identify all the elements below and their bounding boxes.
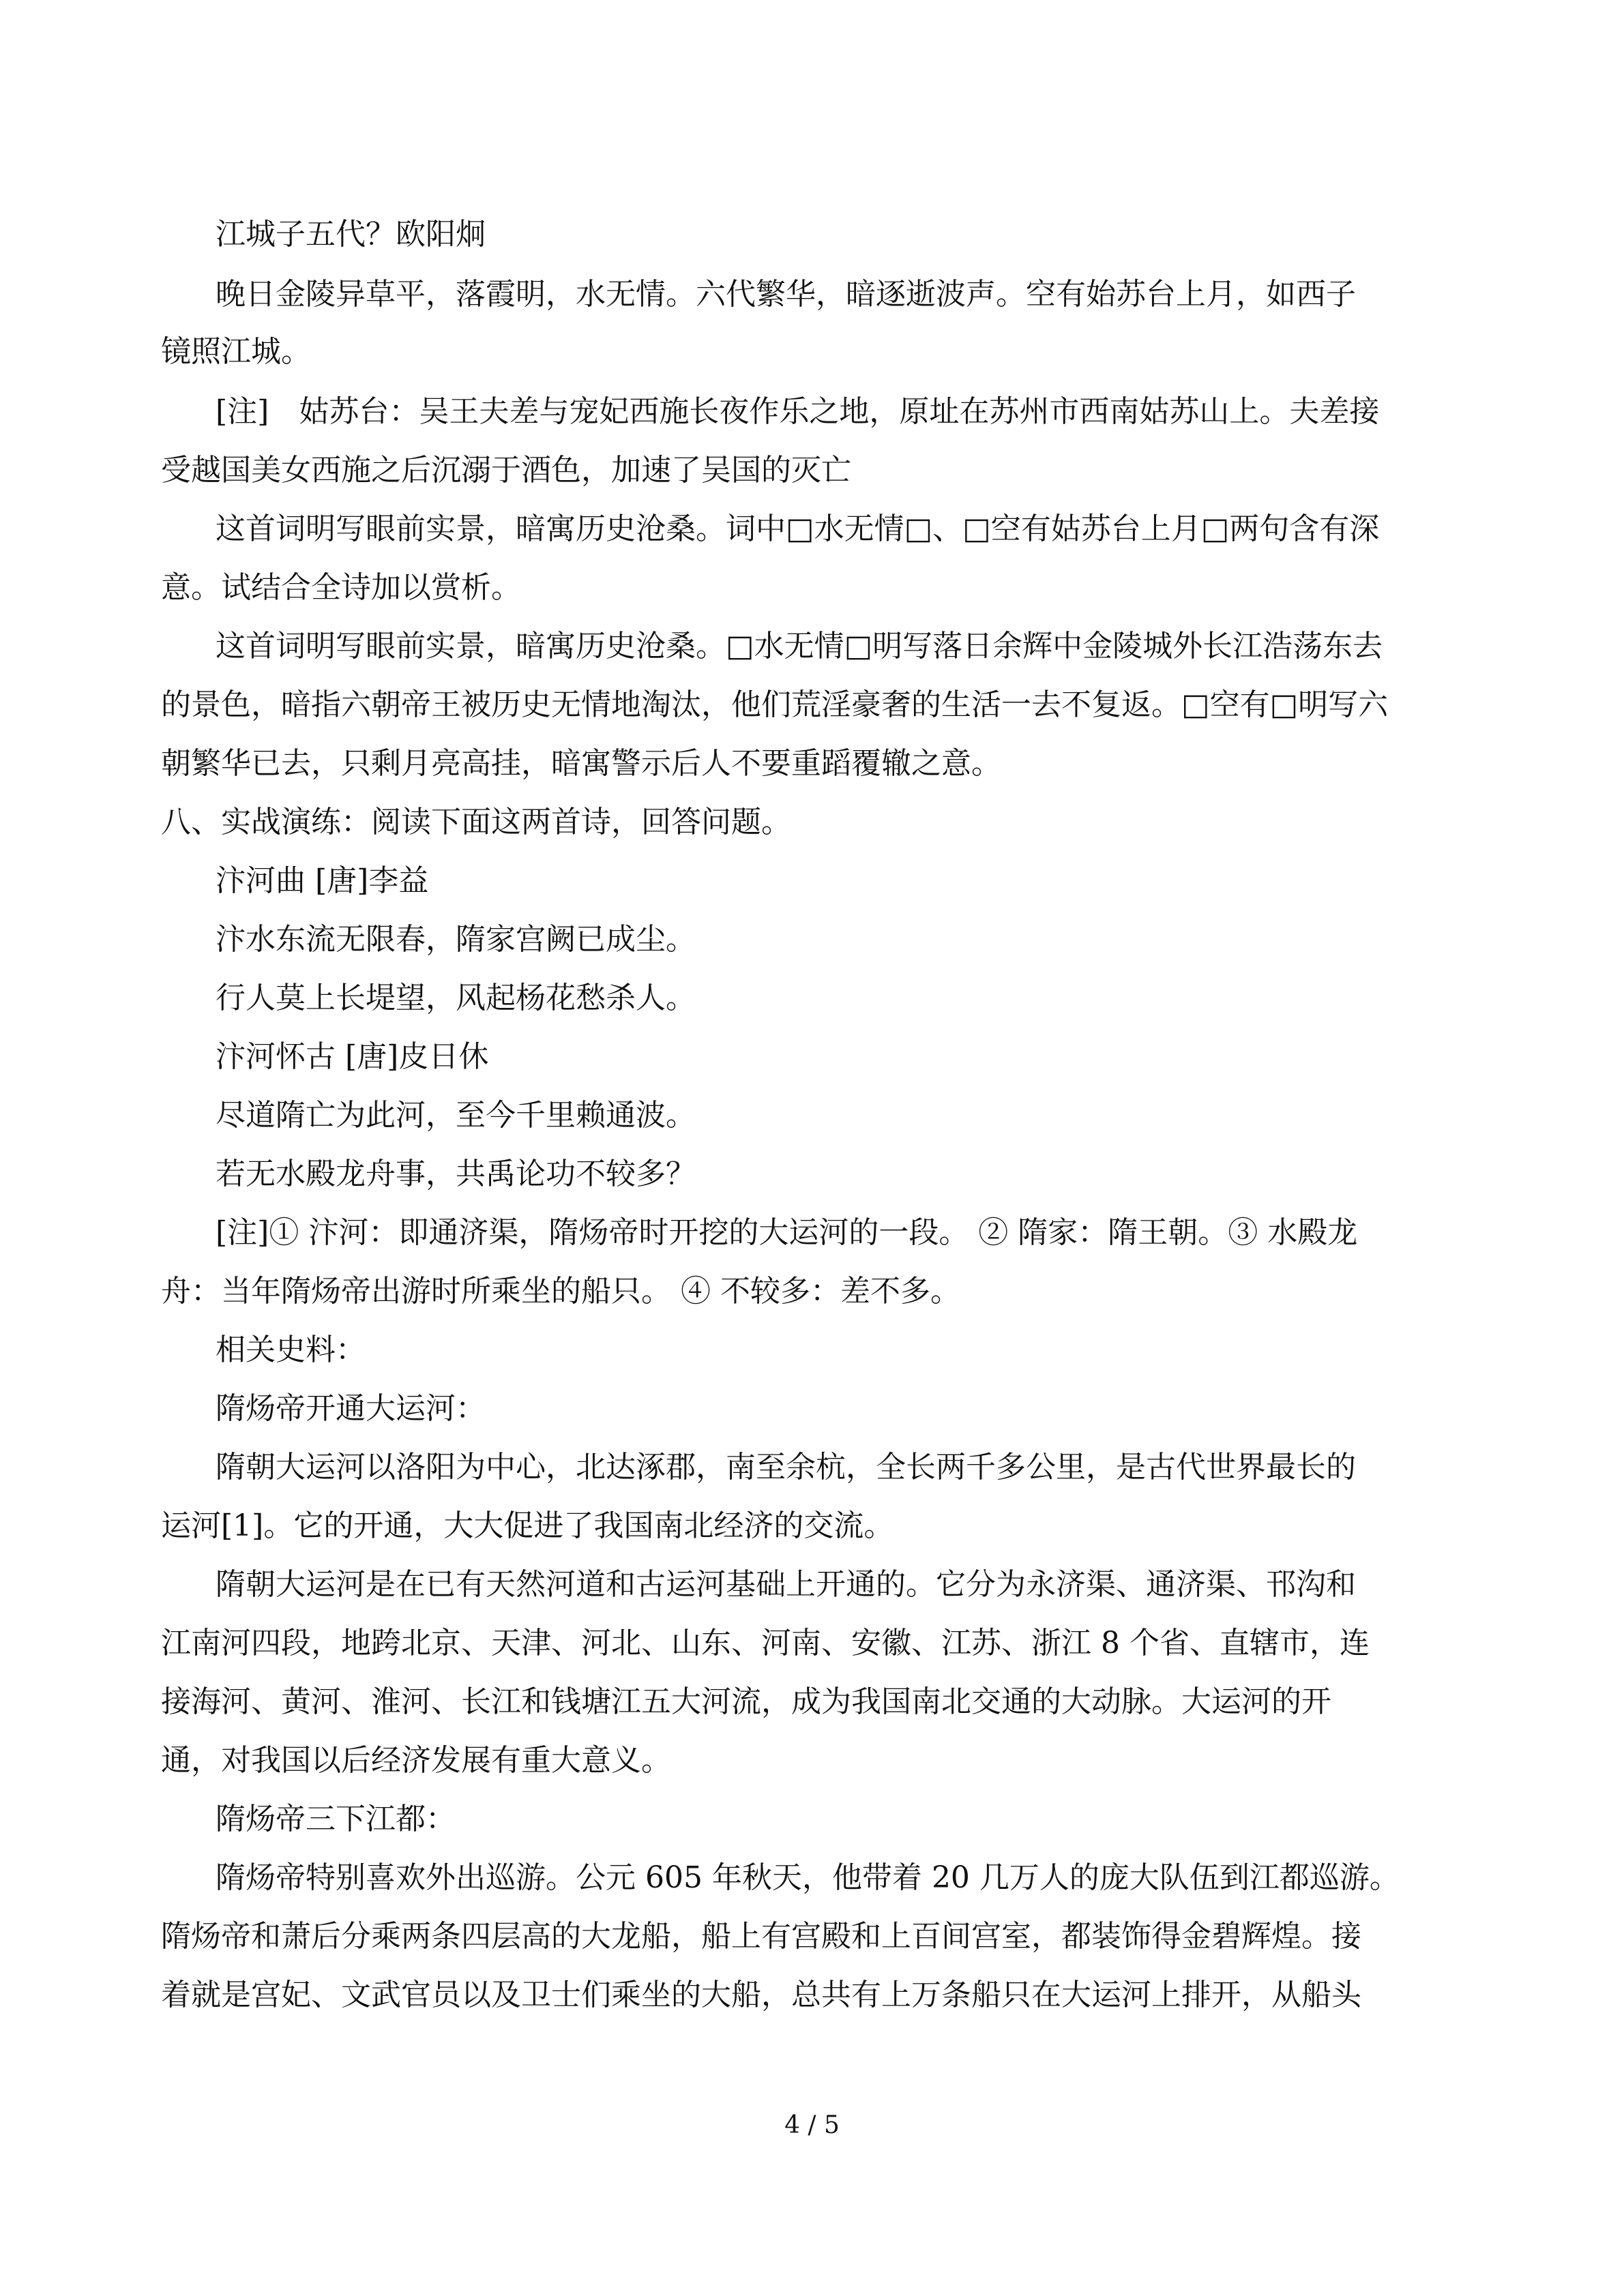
paragraph-line: 运河[1]。它的开通，大大促进了我国南北经济的交流。 xyxy=(161,1508,894,1543)
poem-verse-line: 汴水东流无限春，隋家宫阙已成尘。 xyxy=(216,922,696,957)
paragraph-line: 江南河四段，地跨北京、天津、河北、山东、河南、安徽、江苏、浙江 8 个省、直辖市，连 xyxy=(161,1626,1370,1660)
poem-verse-line: 尽道隋亡为此河，至今千里赖通波。 xyxy=(216,1098,696,1133)
paragraph-line: 隋炀帝和萧后分乘两条四层高的大龙船，船上有宫殿和上百间宫室，都装饰得金碧辉煌。接 xyxy=(161,1919,1361,1954)
poem-title-jiangchengzi: 江城子五代？欧阳炯 xyxy=(216,217,486,252)
poem-title-bianhehuaigu: 汴河怀古 [唐]皮日休 xyxy=(216,1039,489,1074)
poem-verse-line: 若无水殿龙舟事，共禹论功不较多？ xyxy=(216,1157,696,1191)
page-number: 4 / 5 xyxy=(784,2111,840,2139)
question-line: 意。试结合全诗加以赏析。 xyxy=(161,570,521,605)
section-heading: 八、实战演练：阅读下面这两首诗，回答问题。 xyxy=(161,805,791,839)
annotation-line: [注] 姑苏台：吴王夫差与宠妃西施长夜作乐之地，原址在苏州市西南姑苏山上。夫差接 xyxy=(216,394,1380,429)
answer-line: 这首词明写眼前实景，暗寓历史沧桑。□水无情□明写落日余辉中金陵城外长江浩荡东去 xyxy=(216,629,1383,664)
question-line: 这首词明写眼前实景，暗寓历史沧桑。词中□水无情□、□空有姑苏台上月□两句含有深 xyxy=(216,511,1380,546)
paragraph-line: 隋朝大运河是在已有天然河道和古运河基础上开通的。它分为永济渠、通济渠、邗沟和 xyxy=(216,1567,1356,1602)
annotation-line: 受越国美女西施之后沉溺于酒色，加速了吴国的灭亡 xyxy=(161,453,851,488)
notes-line: 舟：当年隋炀帝出游时所乘坐的船只。 ④ 不较多：差不多。 xyxy=(161,1274,960,1309)
answer-line: 的景色，暗指六朝帝王被历史无情地淘汰，他们荒淫豪奢的生活一去不复返。□空有□明写六 xyxy=(161,687,1389,722)
paragraph-line: 隋朝大运河以洛阳为中心，北达涿郡，南至余杭，全长两千多公里，是古代世界最长的 xyxy=(216,1450,1356,1485)
paragraph-line: 通，对我国以后经济发展有重大意义。 xyxy=(161,1743,671,1778)
subheading-grand-canal: 隋炀帝开通大运河： xyxy=(216,1391,486,1426)
notes-line: [注]① 汴河：即通济渠，隋炀帝时开挖的大运河的一段。 ② 隋家：隋王朝。③ 水殿龙 xyxy=(216,1215,1358,1250)
poem-text-line: 晚日金陵异草平，落霞明，水无情。六代繁华，暗逐逝波声。空有始苏台上月，如西子 xyxy=(216,277,1356,312)
poem-verse-line: 行人莫上长堤望，风起杨花愁杀人。 xyxy=(216,981,696,1015)
paragraph-line: 着就是宫妃、文武官员以及卫士们乘坐的大船，总共有上万条船只在大运河上排开，从船头 xyxy=(161,1978,1361,2012)
answer-line: 朝繁华已去，只剩月亮高挂，暗寓警示后人不要重蹈覆辙之意。 xyxy=(161,746,1001,781)
poem-text-line: 镜照江城。 xyxy=(161,334,311,369)
poem-title-bianhequ: 汴河曲 [唐]李益 xyxy=(216,863,429,898)
subheading-jiangdu-tours: 隋炀帝三下江都： xyxy=(216,1802,456,1836)
paragraph-line: 隋炀帝特别喜欢外出巡游。公元 605 年秋天，他带着 20 几万人的庞大队伍到江都巡游。 xyxy=(216,1860,1400,1895)
paragraph-line: 接海河、黄河、淮河、长江和钱塘江五大河流，成为我国南北交通的大动脉。大运河的开 xyxy=(161,1684,1331,1719)
subheading-historical-material: 相关史料： xyxy=(216,1332,366,1367)
